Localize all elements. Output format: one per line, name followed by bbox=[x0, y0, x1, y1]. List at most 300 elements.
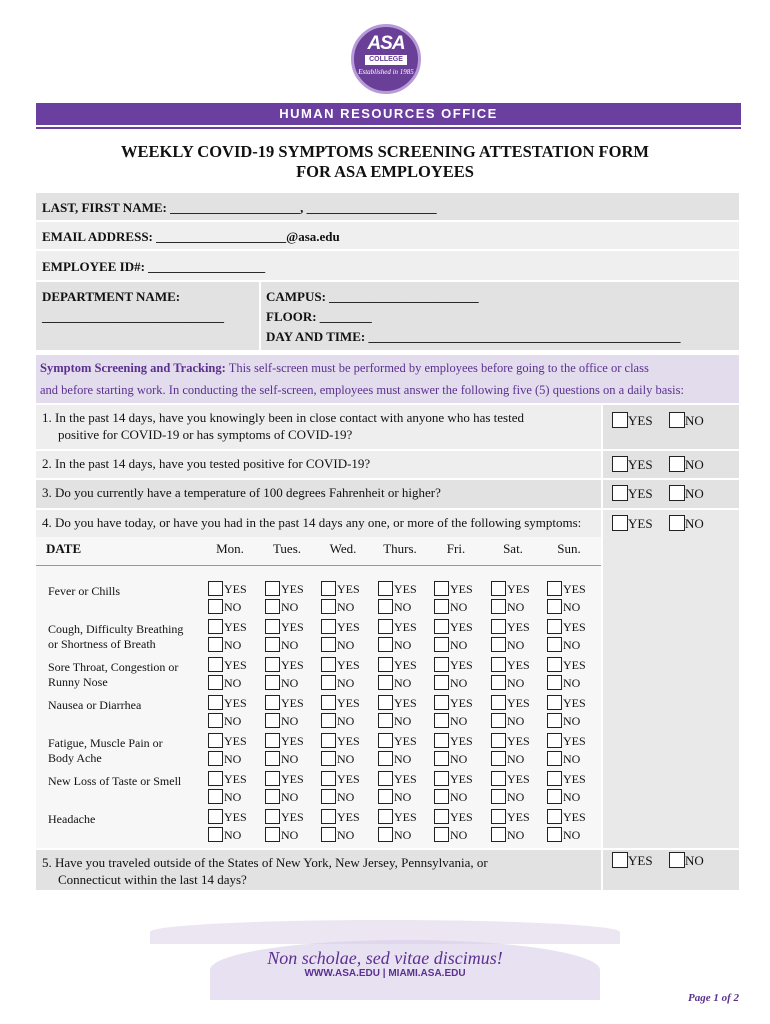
symptom-no-label: NO bbox=[224, 752, 242, 766]
symptom-no-option[interactable] bbox=[321, 789, 375, 807]
symptom-yes-option[interactable] bbox=[321, 733, 375, 751]
symptom-no-label: NO bbox=[224, 638, 242, 652]
symptom-no-label: NO bbox=[450, 600, 468, 614]
q5-yes-checkbox[interactable] bbox=[612, 852, 628, 868]
symptom-yes-checkbox[interactable] bbox=[208, 657, 223, 672]
symptom-yes-checkbox[interactable] bbox=[491, 695, 506, 710]
symptom-day-cell bbox=[378, 695, 432, 731]
symptom-no-checkbox[interactable] bbox=[321, 789, 336, 804]
symptom-no-option[interactable] bbox=[491, 599, 545, 617]
symptom-yes-option[interactable] bbox=[265, 581, 319, 599]
symptom-day-cell bbox=[547, 809, 601, 845]
symptom-yes-option[interactable] bbox=[321, 581, 375, 599]
symptom-no-option[interactable] bbox=[265, 599, 319, 617]
symptom-label bbox=[48, 584, 203, 599]
symptom-yes-checkbox[interactable] bbox=[547, 657, 562, 672]
symptom-yes-checkbox[interactable] bbox=[434, 733, 449, 748]
symptom-yes-option[interactable] bbox=[547, 657, 601, 675]
symptom-no-option[interactable] bbox=[208, 713, 262, 731]
symptom-yes-checkbox[interactable] bbox=[547, 771, 562, 786]
symptom-no-option[interactable] bbox=[434, 751, 488, 769]
symptom-no-checkbox[interactable] bbox=[378, 713, 393, 728]
symptom-yes-option[interactable] bbox=[547, 733, 601, 751]
screening-text-2: and before starting work. In conducting the self-screen, employees must answer the following five (5) questions on a daily basis: bbox=[40, 383, 684, 397]
symptom-no-checkbox[interactable] bbox=[378, 827, 393, 842]
symptom-no-checkbox[interactable] bbox=[547, 751, 562, 766]
symptom-yes-checkbox[interactable] bbox=[321, 581, 336, 596]
symptom-yes-checkbox[interactable] bbox=[434, 771, 449, 786]
footer-motto: Non scholae, sed vitae discimus! bbox=[267, 948, 503, 968]
symptom-yes-option[interactable] bbox=[378, 771, 432, 789]
symptom-no-checkbox[interactable] bbox=[265, 675, 280, 690]
question-1-line-1: 1. In the past 14 days, have you knowingly been in close contact with anyone who has tested bbox=[42, 410, 524, 425]
symptom-yes-checkbox[interactable] bbox=[321, 733, 336, 748]
symptom-yes-label: YES bbox=[563, 734, 586, 748]
symptom-yes-option[interactable] bbox=[378, 619, 432, 637]
symptom-yes-option[interactable] bbox=[208, 657, 262, 675]
symptom-yes-label: YES bbox=[394, 810, 417, 824]
symptom-no-checkbox[interactable] bbox=[208, 675, 223, 690]
question-4 bbox=[36, 510, 601, 537]
symptom-yes-option[interactable] bbox=[378, 657, 432, 675]
symptom-no-checkbox[interactable] bbox=[321, 827, 336, 842]
symptom-yes-option[interactable] bbox=[547, 809, 601, 827]
symptom-no-option[interactable] bbox=[321, 675, 375, 693]
symptom-yes-option[interactable] bbox=[265, 771, 319, 789]
symptom-yes-checkbox[interactable] bbox=[434, 619, 449, 634]
symptom-no-checkbox[interactable] bbox=[547, 675, 562, 690]
symptom-yes-option[interactable] bbox=[208, 771, 262, 789]
department-field[interactable]: ____________________________ bbox=[42, 309, 224, 324]
symptom-no-checkbox[interactable] bbox=[434, 827, 449, 842]
symptom-no-checkbox[interactable] bbox=[547, 827, 562, 842]
symptom-yes-checkbox[interactable] bbox=[321, 771, 336, 786]
symptom-yes-checkbox[interactable] bbox=[491, 771, 506, 786]
symptom-yes-checkbox[interactable] bbox=[321, 619, 336, 634]
symptom-day-cell bbox=[265, 733, 319, 769]
symptom-no-option[interactable] bbox=[321, 713, 375, 731]
day-time-field[interactable]: DAY AND TIME: ________________________________________________ bbox=[266, 329, 681, 344]
symptom-no-label: NO bbox=[281, 828, 299, 842]
q3-yes-checkbox[interactable] bbox=[612, 485, 628, 501]
symptom-yes-option[interactable] bbox=[265, 733, 319, 751]
symptom-no-checkbox[interactable] bbox=[491, 637, 506, 652]
symptom-no-option[interactable] bbox=[321, 751, 375, 769]
symptom-yes-checkbox[interactable] bbox=[547, 695, 562, 710]
q2-no[interactable]: NO bbox=[669, 456, 704, 473]
symptom-line-2: Runny Nose bbox=[48, 675, 108, 689]
symptom-yes-option[interactable] bbox=[547, 619, 601, 637]
symptom-yes-label: YES bbox=[281, 620, 304, 634]
symptom-no-option[interactable] bbox=[434, 637, 488, 655]
symptom-day-cell bbox=[491, 619, 545, 655]
symptom-yes-checkbox[interactable] bbox=[491, 619, 506, 634]
symptom-yes-checkbox[interactable] bbox=[208, 733, 223, 748]
symptom-no-checkbox[interactable] bbox=[321, 675, 336, 690]
symptom-yes-checkbox[interactable] bbox=[321, 657, 336, 672]
symptom-no-option[interactable] bbox=[208, 827, 262, 845]
symptom-no-checkbox[interactable] bbox=[547, 637, 562, 652]
floor-field[interactable]: FLOOR: ________ bbox=[266, 309, 372, 324]
symptom-no-option[interactable] bbox=[491, 789, 545, 807]
page-number: Page 1 of 2 bbox=[688, 992, 740, 1004]
symptom-yes-checkbox[interactable] bbox=[321, 809, 336, 824]
symptom-yes-checkbox[interactable] bbox=[434, 657, 449, 672]
symptom-no-option[interactable] bbox=[378, 751, 432, 769]
symptom-yes-option[interactable] bbox=[321, 809, 375, 827]
symptom-no-option[interactable] bbox=[547, 675, 601, 693]
symptom-no-checkbox[interactable] bbox=[265, 713, 280, 728]
symptom-yes-checkbox[interactable] bbox=[208, 809, 223, 824]
symptom-no-checkbox[interactable] bbox=[491, 751, 506, 766]
symptom-no-checkbox[interactable] bbox=[547, 599, 562, 614]
symptom-no-checkbox[interactable] bbox=[547, 713, 562, 728]
symptom-yes-option[interactable] bbox=[491, 695, 545, 713]
symptom-yes-label: YES bbox=[507, 658, 530, 672]
symptom-yes-option[interactable] bbox=[491, 809, 545, 827]
q4-yes-checkbox[interactable] bbox=[612, 515, 628, 531]
symptom-yes-label: YES bbox=[507, 696, 530, 710]
symptom-no-label: NO bbox=[394, 638, 412, 652]
symptom-yes-checkbox[interactable] bbox=[547, 809, 562, 824]
q1-yes[interactable]: YES bbox=[612, 412, 653, 429]
symptom-yes-option[interactable] bbox=[321, 695, 375, 713]
symptom-yes-option[interactable] bbox=[547, 695, 601, 713]
symptom-no-option[interactable] bbox=[321, 827, 375, 845]
symptom-no-checkbox[interactable] bbox=[265, 751, 280, 766]
symptom-yes-checkbox[interactable] bbox=[547, 619, 562, 634]
symptom-no-option[interactable] bbox=[265, 637, 319, 655]
symptom-no-option[interactable] bbox=[265, 751, 319, 769]
symptom-no-checkbox[interactable] bbox=[434, 789, 449, 804]
symptom-no-checkbox[interactable] bbox=[208, 637, 223, 652]
table-header-rule bbox=[36, 565, 601, 566]
symptom-no-option[interactable] bbox=[378, 637, 432, 655]
symptom-yes-label: YES bbox=[224, 810, 247, 824]
q3-no[interactable]: NO bbox=[669, 485, 704, 502]
department-label: DEPARTMENT NAME: bbox=[42, 289, 181, 304]
symptom-no-option[interactable] bbox=[378, 827, 432, 845]
symptom-yes-checkbox[interactable] bbox=[265, 619, 280, 634]
symptom-yes-option[interactable] bbox=[434, 619, 488, 637]
symptom-yes-checkbox[interactable] bbox=[208, 695, 223, 710]
day-header: Wed. bbox=[329, 541, 357, 556]
symptom-no-label: NO bbox=[337, 676, 355, 690]
q1-no[interactable]: NO bbox=[669, 412, 704, 429]
symptom-yes-label: YES bbox=[507, 772, 530, 786]
symptom-yes-label: YES bbox=[394, 620, 417, 634]
symptom-yes-checkbox[interactable] bbox=[491, 809, 506, 824]
symptom-no-option[interactable] bbox=[491, 751, 545, 769]
symptom-no-checkbox[interactable] bbox=[491, 789, 506, 804]
symptom-no-option[interactable] bbox=[265, 827, 319, 845]
symptom-no-option[interactable] bbox=[491, 827, 545, 845]
symptom-no-checkbox[interactable] bbox=[378, 789, 393, 804]
symptom-no-label: NO bbox=[563, 752, 581, 766]
symptom-no-label: NO bbox=[450, 714, 468, 728]
symptom-no-checkbox[interactable] bbox=[434, 599, 449, 614]
symptom-no-label: NO bbox=[394, 600, 412, 614]
symptom-yes-label: YES bbox=[450, 810, 473, 824]
symptom-yes-checkbox[interactable] bbox=[378, 733, 393, 748]
employee-id-row[interactable] bbox=[36, 251, 739, 280]
symptom-no-option[interactable] bbox=[378, 675, 432, 693]
q2-yes-checkbox[interactable] bbox=[612, 456, 628, 472]
symptom-yes-checkbox[interactable] bbox=[265, 657, 280, 672]
symptom-no-checkbox[interactable] bbox=[321, 637, 336, 652]
symptom-no-option[interactable] bbox=[491, 637, 545, 655]
symptom-yes-checkbox[interactable] bbox=[491, 657, 506, 672]
symptom-yes-checkbox[interactable] bbox=[378, 695, 393, 710]
question-2 bbox=[36, 451, 601, 478]
symptom-yes-label: YES bbox=[563, 658, 586, 672]
symptom-no-option[interactable] bbox=[434, 827, 488, 845]
symptom-yes-checkbox[interactable] bbox=[491, 733, 506, 748]
symptom-no-option[interactable] bbox=[434, 713, 488, 731]
symptom-yes-option[interactable] bbox=[208, 619, 262, 637]
symptom-no-checkbox[interactable] bbox=[265, 637, 280, 652]
symptom-yes-label: YES bbox=[507, 620, 530, 634]
symptom-no-checkbox[interactable] bbox=[434, 751, 449, 766]
symptom-no-label: NO bbox=[337, 714, 355, 728]
symptom-yes-checkbox[interactable] bbox=[378, 771, 393, 786]
symptom-no-option[interactable] bbox=[491, 713, 545, 731]
symptom-no-option[interactable] bbox=[321, 637, 375, 655]
symptom-no-checkbox[interactable] bbox=[491, 713, 506, 728]
symptom-no-option[interactable] bbox=[491, 675, 545, 693]
symptom-yes-option[interactable] bbox=[265, 619, 319, 637]
symptom-yes-checkbox[interactable] bbox=[378, 619, 393, 634]
symptom-day-cell bbox=[265, 657, 319, 693]
symptom-no-checkbox[interactable] bbox=[265, 827, 280, 842]
symptom-yes-option[interactable] bbox=[378, 809, 432, 827]
symptom-no-option[interactable] bbox=[434, 675, 488, 693]
symptom-no-checkbox[interactable] bbox=[208, 827, 223, 842]
symptom-yes-option[interactable] bbox=[547, 771, 601, 789]
symptom-no-option[interactable] bbox=[547, 713, 601, 731]
q1-yes-checkbox[interactable] bbox=[612, 412, 628, 428]
symptom-yes-label: YES bbox=[450, 772, 473, 786]
symptom-day-cell bbox=[321, 581, 375, 617]
symptom-yes-option[interactable] bbox=[265, 695, 319, 713]
symptom-yes-label: YES bbox=[563, 772, 586, 786]
symptom-no-checkbox[interactable] bbox=[434, 637, 449, 652]
symptom-yes-option[interactable] bbox=[491, 581, 545, 599]
symptom-no-label: NO bbox=[450, 790, 468, 804]
question-1 bbox=[36, 405, 601, 449]
symptom-yes-option[interactable] bbox=[265, 809, 319, 827]
employee-id-field[interactable]: EMPLOYEE ID#: __________________ bbox=[42, 259, 266, 274]
symptom-yes-checkbox[interactable] bbox=[378, 657, 393, 672]
symptom-day-cell bbox=[547, 581, 601, 617]
symptom-yes-checkbox[interactable] bbox=[208, 581, 223, 596]
q5-no[interactable]: NO bbox=[669, 852, 704, 869]
symptom-yes-option[interactable] bbox=[208, 809, 262, 827]
question-2-answers bbox=[603, 451, 739, 478]
symptom-no-option[interactable] bbox=[547, 599, 601, 617]
symptom-line-1: Headache bbox=[48, 812, 96, 826]
symptom-yes-label: YES bbox=[337, 734, 360, 748]
symptom-day-cell bbox=[434, 619, 488, 655]
symptom-yes-option[interactable] bbox=[547, 581, 601, 599]
symptom-yes-option[interactable] bbox=[378, 695, 432, 713]
email-field[interactable]: EMAIL ADDRESS: ____________________@asa.edu bbox=[42, 229, 340, 244]
symptom-yes-option[interactable] bbox=[434, 733, 488, 751]
q3-no-checkbox[interactable] bbox=[669, 485, 685, 501]
q4-no[interactable]: NO bbox=[669, 515, 704, 532]
symptom-yes-option[interactable] bbox=[434, 695, 488, 713]
symptom-day-cell bbox=[321, 695, 375, 731]
symptom-yes-label: YES bbox=[224, 620, 247, 634]
email-field-row[interactable] bbox=[36, 222, 739, 249]
symptom-yes-checkbox[interactable] bbox=[434, 581, 449, 596]
symptom-no-label: NO bbox=[337, 600, 355, 614]
footer-websites[interactable]: WWW.ASA.EDU | MIAMI.ASA.EDU bbox=[304, 968, 466, 979]
symptom-no-option[interactable] bbox=[547, 827, 601, 845]
symptom-yes-checkbox[interactable] bbox=[321, 695, 336, 710]
symptom-yes-option[interactable] bbox=[491, 733, 545, 751]
symptom-no-checkbox[interactable] bbox=[265, 789, 280, 804]
symptom-yes-option[interactable] bbox=[321, 657, 375, 675]
symptom-no-checkbox[interactable] bbox=[208, 751, 223, 766]
symptom-no-option[interactable] bbox=[265, 789, 319, 807]
symptom-no-option[interactable] bbox=[547, 637, 601, 655]
symptom-yes-option[interactable] bbox=[321, 619, 375, 637]
symptom-yes-checkbox[interactable] bbox=[378, 809, 393, 824]
symptom-no-label: NO bbox=[224, 714, 242, 728]
symptom-yes-checkbox[interactable] bbox=[265, 733, 280, 748]
symptom-yes-checkbox[interactable] bbox=[208, 619, 223, 634]
symptom-yes-option[interactable] bbox=[491, 619, 545, 637]
symptom-day-cell bbox=[208, 619, 262, 655]
symptom-yes-option[interactable] bbox=[208, 733, 262, 751]
symptom-no-option[interactable] bbox=[265, 675, 319, 693]
symptom-no-checkbox[interactable] bbox=[208, 789, 223, 804]
symptom-no-option[interactable] bbox=[378, 713, 432, 731]
symptom-yes-checkbox[interactable] bbox=[265, 809, 280, 824]
screening-text-1: This self-screen must be performed by employees before going to the office or class bbox=[225, 361, 649, 375]
symptom-day-cell bbox=[265, 809, 319, 845]
symptom-yes-label: YES bbox=[394, 734, 417, 748]
symptom-no-label: NO bbox=[507, 676, 525, 690]
symptom-yes-label: YES bbox=[281, 772, 304, 786]
symptom-no-checkbox[interactable] bbox=[378, 675, 393, 690]
symptom-no-option[interactable] bbox=[378, 599, 432, 617]
symptom-no-checkbox[interactable] bbox=[491, 827, 506, 842]
symptom-yes-option[interactable] bbox=[491, 657, 545, 675]
q4-yes[interactable]: YES bbox=[612, 515, 653, 532]
symptom-no-checkbox[interactable] bbox=[378, 637, 393, 652]
symptom-yes-checkbox[interactable] bbox=[208, 771, 223, 786]
question-4-answers bbox=[603, 510, 739, 537]
symptom-no-option[interactable] bbox=[208, 789, 262, 807]
symptom-no-checkbox[interactable] bbox=[265, 599, 280, 614]
symptom-label bbox=[48, 812, 203, 827]
symptom-no-checkbox[interactable] bbox=[434, 713, 449, 728]
symptom-no-label: NO bbox=[337, 638, 355, 652]
symptom-no-option[interactable] bbox=[434, 789, 488, 807]
symptom-no-option[interactable] bbox=[547, 751, 601, 769]
symptom-no-label: NO bbox=[281, 676, 299, 690]
symptom-no-checkbox[interactable] bbox=[434, 675, 449, 690]
q5-no-checkbox[interactable] bbox=[669, 852, 685, 868]
symptom-yes-checkbox[interactable] bbox=[378, 581, 393, 596]
symptom-yes-checkbox[interactable] bbox=[547, 733, 562, 748]
symptom-day-cell bbox=[321, 619, 375, 655]
symptom-yes-label: YES bbox=[394, 658, 417, 672]
symptom-yes-label: YES bbox=[224, 696, 247, 710]
symptom-yes-label: YES bbox=[450, 734, 473, 748]
symptom-no-checkbox[interactable] bbox=[491, 599, 506, 614]
q4-no-checkbox[interactable] bbox=[669, 515, 685, 531]
q5-yes[interactable]: YES bbox=[612, 852, 653, 869]
symptom-yes-option[interactable] bbox=[265, 657, 319, 675]
logo-established: Established in 1985 bbox=[358, 68, 414, 76]
symptom-yes-option[interactable] bbox=[434, 771, 488, 789]
q1-no-checkbox[interactable] bbox=[669, 412, 685, 428]
symptom-yes-option[interactable] bbox=[208, 581, 262, 599]
symptom-yes-option[interactable] bbox=[434, 657, 488, 675]
symptom-no-checkbox[interactable] bbox=[491, 675, 506, 690]
symptom-no-checkbox[interactable] bbox=[378, 599, 393, 614]
symptom-yes-option[interactable] bbox=[378, 733, 432, 751]
symptom-no-option[interactable] bbox=[321, 599, 375, 617]
symptom-no-option[interactable] bbox=[208, 751, 262, 769]
symptom-yes-label: YES bbox=[394, 582, 417, 596]
symptom-day-cell bbox=[208, 733, 262, 769]
symptom-no-checkbox[interactable] bbox=[321, 751, 336, 766]
symptom-no-checkbox[interactable] bbox=[547, 789, 562, 804]
symptom-no-option[interactable] bbox=[547, 789, 601, 807]
symptom-yes-checkbox[interactable] bbox=[265, 695, 280, 710]
symptom-no-option[interactable] bbox=[208, 599, 262, 617]
symptom-yes-checkbox[interactable] bbox=[491, 581, 506, 596]
q2-no-checkbox[interactable] bbox=[669, 456, 685, 472]
symptom-no-checkbox[interactable] bbox=[321, 713, 336, 728]
symptom-yes-option[interactable] bbox=[378, 581, 432, 599]
symptom-yes-option[interactable] bbox=[208, 695, 262, 713]
symptom-yes-option[interactable] bbox=[491, 771, 545, 789]
symptom-no-option[interactable] bbox=[208, 637, 262, 655]
symptom-yes-checkbox[interactable] bbox=[547, 581, 562, 596]
symptom-no-label: NO bbox=[563, 790, 581, 804]
symptom-yes-checkbox[interactable] bbox=[265, 771, 280, 786]
symptom-yes-checkbox[interactable] bbox=[434, 695, 449, 710]
symptom-day-cell bbox=[378, 581, 432, 617]
campus-field[interactable]: CAMPUS: _______________________ bbox=[266, 289, 479, 304]
symptom-no-option[interactable] bbox=[208, 675, 262, 693]
q3-yes[interactable]: YES bbox=[612, 485, 653, 502]
symptom-yes-label: YES bbox=[224, 734, 247, 748]
symptom-yes-checkbox[interactable] bbox=[265, 581, 280, 596]
symptom-no-option[interactable] bbox=[265, 713, 319, 731]
symptom-day-cell bbox=[208, 657, 262, 693]
symptom-yes-option[interactable] bbox=[434, 581, 488, 599]
symptom-yes-label: YES bbox=[281, 810, 304, 824]
symptom-no-checkbox[interactable] bbox=[208, 599, 223, 614]
symptom-yes-checkbox[interactable] bbox=[434, 809, 449, 824]
symptom-yes-option[interactable] bbox=[321, 771, 375, 789]
symptom-yes-option[interactable] bbox=[434, 809, 488, 827]
symptom-no-checkbox[interactable] bbox=[378, 751, 393, 766]
symptom-no-checkbox[interactable] bbox=[321, 599, 336, 614]
q2-yes[interactable]: YES bbox=[612, 456, 653, 473]
symptom-no-checkbox[interactable] bbox=[208, 713, 223, 728]
name-field[interactable]: LAST, FIRST NAME: ____________________, ____________________ bbox=[42, 200, 437, 215]
symptom-no-option[interactable] bbox=[378, 789, 432, 807]
name-field-row[interactable] bbox=[36, 193, 739, 220]
symptom-no-option[interactable] bbox=[434, 599, 488, 617]
